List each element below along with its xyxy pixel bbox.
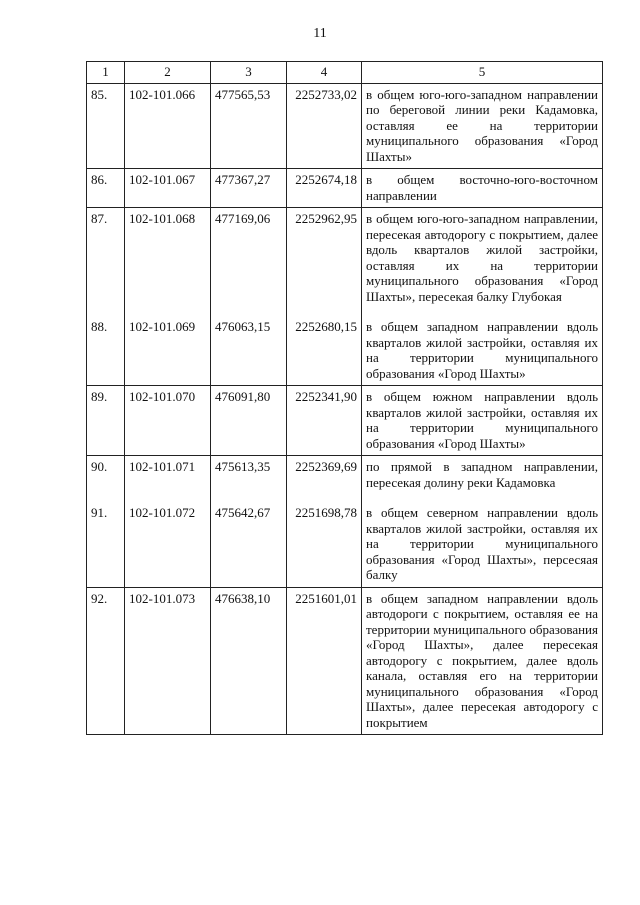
coordinate-x: 476063,15 xyxy=(211,316,287,386)
column-header: 1 xyxy=(87,62,125,84)
coordinate-x: 475642,67 xyxy=(211,502,287,587)
coordinate-y: 2251601,01 xyxy=(287,587,362,735)
coordinate-y: 2251698,78 xyxy=(287,502,362,587)
column-header: 2 xyxy=(125,62,211,84)
coordinate-x: 477565,53 xyxy=(211,83,287,169)
coordinate-y: 2252962,95 xyxy=(287,208,362,317)
coordinate-x: 476091,80 xyxy=(211,386,287,456)
boundary-description: в общем южном направлении вдоль кварталов жилой застройки, оставляя их на территории муниципального образования «Город Шахты» xyxy=(362,386,603,456)
boundary-description: в общем западном направлении вдоль автодороги с покрытием, оставляя ее на территории муниципального образования «Город Шахты», далее пересекая автодорогу с покрытием, далее вдоль канала, оставляя его на территории муниципального образования «Город Шахты», далее пересекая автодорогу с покрытием xyxy=(362,587,603,735)
coordinate-y: 2252369,69 xyxy=(287,456,362,503)
boundary-description: в общем северном направлении вдоль кварталов жилой застройки, оставляя их на территории муниципального образования «Город Шахты», персесяая балку xyxy=(362,502,603,587)
table-row xyxy=(87,316,603,386)
coordinate-y: 2252680,15 xyxy=(287,316,362,386)
column-header: 4 xyxy=(287,62,362,84)
point-code: 102-101.072 xyxy=(125,502,211,587)
column-header: 3 xyxy=(211,62,287,84)
boundary-description: в общем юго-юго-западном направлении по береговой линии реки Кадамовка, оставляя ее на территории муниципального образования «Город Шахты» xyxy=(362,83,603,169)
table-row xyxy=(87,456,603,503)
point-code: 102-101.067 xyxy=(125,169,211,208)
boundary-description: по прямой в западном направлении, пересекая долину реки Кадамовка xyxy=(362,456,603,503)
table-header-row xyxy=(87,62,603,84)
boundary-description: в общем юго-юго-западном направлении, пересекая автодорогу с покрытием, далее вдоль кварталов жилой застройки, оставляя их на территории муниципального образования «Город Шахты», пересекая балку Глубокая xyxy=(362,208,603,317)
point-code: 102-101.073 xyxy=(125,587,211,735)
row-number: 88. xyxy=(87,316,125,386)
coordinate-x: 477169,06 xyxy=(211,208,287,317)
boundary-description: в общем восточно-юго-восточном направлении xyxy=(362,169,603,208)
column-header: 5 xyxy=(362,62,603,84)
boundary-points-table xyxy=(86,61,603,735)
table-row xyxy=(87,502,603,587)
table-row xyxy=(87,169,603,208)
row-number: 85. xyxy=(87,83,125,169)
row-number: 90. xyxy=(87,456,125,503)
coordinate-x: 477367,27 xyxy=(211,169,287,208)
table-row xyxy=(87,386,603,456)
point-code: 102-101.066 xyxy=(125,83,211,169)
coordinate-y: 2252341,90 xyxy=(287,386,362,456)
row-number: 87. xyxy=(87,208,125,317)
coordinate-y: 2252733,02 xyxy=(287,83,362,169)
coordinate-x: 476638,10 xyxy=(211,587,287,735)
row-number: 91. xyxy=(87,502,125,587)
point-code: 102-101.069 xyxy=(125,316,211,386)
page-number: 11 xyxy=(313,26,327,41)
point-code: 102-101.071 xyxy=(125,456,211,503)
point-code: 102-101.070 xyxy=(125,386,211,456)
point-code: 102-101.068 xyxy=(125,208,211,317)
table-row xyxy=(87,587,603,735)
row-number: 92. xyxy=(87,587,125,735)
boundary-description: в общем западном направлении вдоль кварталов жилой застройки, оставляя их на территории муниципального образования «Город Шахты» xyxy=(362,316,603,386)
coordinate-y: 2252674,18 xyxy=(287,169,362,208)
coordinate-x: 475613,35 xyxy=(211,456,287,503)
table-row xyxy=(87,83,603,169)
row-number: 86. xyxy=(87,169,125,208)
row-number: 89. xyxy=(87,386,125,456)
table-row xyxy=(87,208,603,317)
